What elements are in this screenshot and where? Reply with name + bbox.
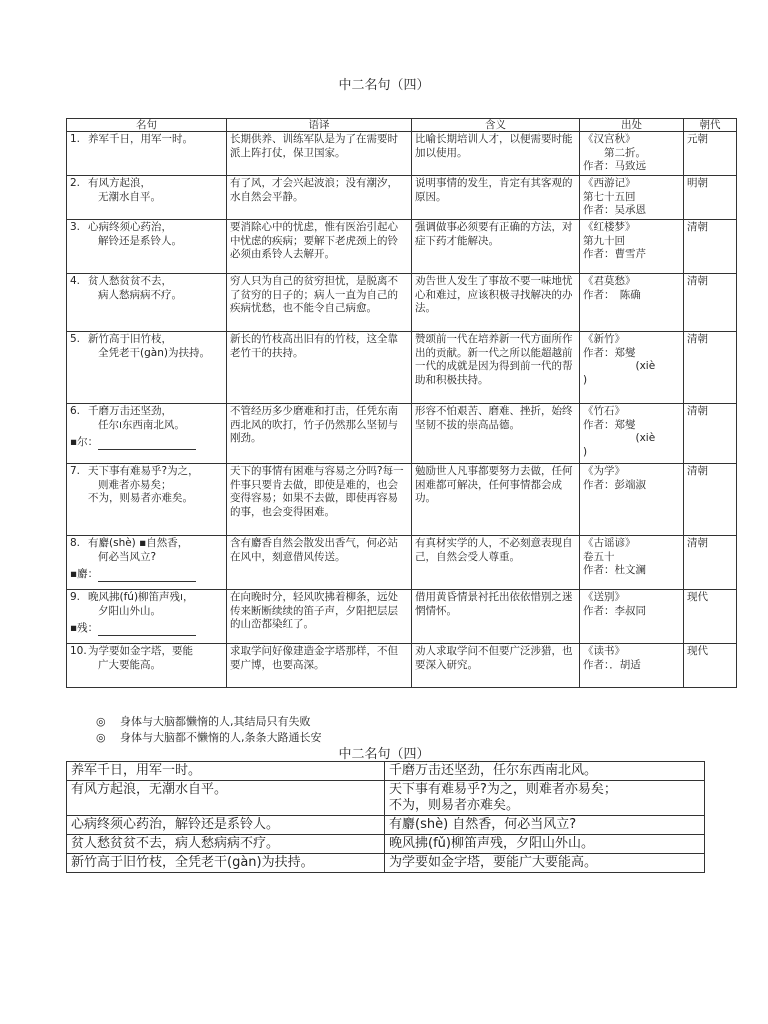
header-meaning: 含义: [412, 119, 580, 132]
source-cell: [580, 332, 684, 404]
source-line: 第二折。: [583, 146, 646, 159]
source-line: (xiè: [583, 432, 656, 444]
quote-line: 新竹高于旧竹枝，: [88, 333, 172, 345]
header-dynasty: 朝代: [684, 119, 737, 132]
note-line: [96, 714, 322, 730]
quote-number: 2.: [70, 177, 81, 189]
summary-cell: 心病终须心药治，解铃还是系铃人。: [67, 816, 385, 835]
quote-cell: [67, 590, 227, 644]
header-quote: 名句: [67, 119, 227, 132]
source-line: 作者：李叔同: [583, 604, 646, 617]
meaning-cell: 有真材实学的人，不必刻意表现自己，自然会受人尊重。: [412, 536, 580, 590]
quote-cell: [67, 220, 227, 274]
source-line: 作者：马致远: [583, 160, 646, 172]
source-cell: [580, 220, 684, 274]
source-line: 《古谣谚》: [583, 537, 636, 549]
dynasty-cell: 清朝: [684, 274, 737, 332]
source-line: 《竹石》: [583, 405, 625, 417]
translation-cell: 穷人只为自己的贫穷担忧，是脱离不了贫穷的日子的；病人一直为自己的疾病忧愁，也不能令自己病愈。: [227, 274, 412, 332]
summary-cell: 为学要如金字塔，要能广大要能高。: [385, 854, 705, 873]
summary-row: [67, 781, 705, 816]
note-text: 身体与大脑都不懒惰的人,条条大路通长安: [120, 731, 322, 744]
meaning-cell: 赞颂前一代在培养新一代方面所作出的贡献。新一代之所以能超越前一代的成就是因为得到前一代的帮助和积极扶持。: [412, 332, 580, 404]
quote-line: 天下事有难易乎?为之，: [88, 465, 199, 477]
blank-line: [98, 625, 196, 636]
notes: [96, 714, 322, 746]
source-line: (xiè: [583, 360, 656, 372]
translation-cell: 有了风，才会兴起波浪；没有潮汐，水自然会平静。: [227, 176, 412, 220]
source-line: 作者：．胡适: [583, 658, 641, 671]
quote-line: 无潮水自平。: [98, 190, 161, 203]
meaning-cell: 强调做事必须要有正确的方法，对症下药才能解决。: [412, 220, 580, 274]
source-cell: [580, 644, 684, 688]
quote-line: 何必当风立?: [98, 550, 157, 563]
meaning-cell: 形容不怕艰苦、磨难、挫折，始终坚韧不拔的崇高品德。: [412, 404, 580, 464]
quote-line: 不为，则易者亦难矣。: [88, 492, 193, 504]
quote-cell: [67, 132, 227, 176]
dynasty-cell: 清朝: [684, 404, 737, 464]
source-line: 作者： 陈确: [583, 288, 641, 301]
source-line: 作者：吴承恩: [583, 204, 646, 216]
quote-line: 解铃还是系铃人。: [98, 234, 182, 247]
dynasty-cell: 元朝: [684, 132, 737, 176]
table-row: [67, 536, 737, 590]
source-cell: [580, 536, 684, 590]
source-line: 《送别》: [583, 591, 625, 603]
blank-line: [98, 439, 196, 450]
quote-cell: [67, 332, 227, 404]
summary-cell: 新竹高于旧竹枝，全凭老干(gàn)为扶持。: [67, 854, 385, 873]
bullet-icon: ◎: [96, 715, 106, 728]
meaning-cell: 说明事情的发生，肯定有其客观的原因。: [412, 176, 580, 220]
table-row: [67, 404, 737, 464]
bullet-icon: ◎: [96, 731, 106, 744]
quote-number: 1.: [70, 133, 81, 145]
quote-line: 则难者亦易矣；: [98, 478, 172, 491]
source-line: ): [583, 373, 588, 386]
source-line: 作者：郑燮: [583, 346, 636, 359]
quote-line: 心病终须心药治，: [88, 221, 172, 233]
quote-cell: [67, 536, 227, 590]
annotation-line: [70, 568, 223, 582]
meaning-cell: 借用黄昏情景衬托出依依惜别之迷惘情怀。: [412, 590, 580, 644]
translation-cell: 要消除心中的忧虑，惟有医治引起心中忧虑的疾病；要解下老虎颈上的铃必须由系铃人去解开。: [227, 220, 412, 274]
table-row: [67, 644, 737, 688]
annotation-line: [70, 436, 223, 450]
table-row: [67, 464, 737, 536]
source-line: 《新竹》: [583, 333, 625, 345]
dynasty-cell: 明朝: [684, 176, 737, 220]
summary-cell: 晚风拂(fǔ)柳笛声残，夕阳山外山。: [385, 835, 705, 854]
quote-cell: [67, 644, 227, 688]
source-line: 《读书》: [583, 645, 625, 657]
translation-cell: 长期供养、训练军队是为了在需要时派上阵打仗，保卫国家。: [227, 132, 412, 176]
dynasty-cell: 现代: [684, 590, 737, 644]
quote-line: 千磨万击还坚劲，: [88, 405, 172, 417]
annotation-label: ▪麝：: [70, 568, 99, 580]
table-row: [67, 176, 737, 220]
quote-line: 为学要如金字塔，要能: [88, 645, 193, 657]
quotes-table: [66, 118, 737, 688]
source-cell: [580, 464, 684, 536]
annotation-label: ▪残：: [70, 622, 99, 634]
quote-line: 广大要能高。: [98, 658, 161, 671]
summary-cell: 养军千日，用军一时。: [67, 762, 385, 781]
annotation-line: [70, 622, 223, 636]
meaning-cell: 比喻长期培训人才，以便需要时能加以使用。: [412, 132, 580, 176]
note-text: 身体与大脑都懒惰的人,其结局只有失败: [120, 715, 311, 728]
translation-cell: 天下的事情有困难与容易之分吗?每一件事只要肯去做，即使是难的，也会变得容易；如果不去做，即使再容易的事，也会变得困难。: [227, 464, 412, 536]
quote-line: 有麝(shè) ▪自然香，: [88, 537, 189, 549]
quote-line: 晚风拂(fú)柳笛声残ı，: [88, 591, 194, 603]
table-row: [67, 220, 737, 274]
quote-line: 全凭老干(gàn)为扶持。: [98, 346, 210, 359]
source-line: 《君莫愁》: [583, 275, 636, 287]
source-line: 第七十五回: [583, 190, 636, 203]
source-line: 作者：曹雪芹: [583, 248, 646, 260]
dynasty-cell: 现代: [684, 644, 737, 688]
dynasty-cell: 清朝: [684, 220, 737, 274]
source-line: 作者：彭端淑: [583, 478, 646, 491]
quote-line: 病人愁病病不疗。: [98, 288, 182, 301]
header-source: 出处: [580, 119, 684, 132]
summary-row: [67, 854, 705, 873]
quote-number: 3.: [70, 221, 81, 233]
source-cell: [580, 404, 684, 464]
dynasty-cell: 清朝: [684, 536, 737, 590]
source-cell: [580, 176, 684, 220]
summary-row: [67, 816, 705, 835]
summary-cell: 有风方起浪，无潮水自平。: [67, 781, 385, 816]
quote-number: 7.: [70, 465, 81, 477]
source-line: 卷五十: [583, 550, 615, 563]
summary-row: [67, 762, 705, 781]
source-line: 第九十回: [583, 234, 625, 247]
table-header-row: [67, 119, 737, 132]
summary-row: [67, 835, 705, 854]
summary-cell: 天下事有难易乎?为之，则难者亦易矣； 不为，则易者亦难矣。: [385, 781, 705, 816]
source-line: 作者：郑燮: [583, 418, 636, 431]
source-line: 《为学》: [583, 465, 625, 477]
source-cell: [580, 274, 684, 332]
quote-cell: [67, 274, 227, 332]
quote-cell: [67, 176, 227, 220]
source-line: ): [583, 445, 588, 458]
source-cell: [580, 590, 684, 644]
translation-cell: 含有麝香自然会散发出香气，何必站在风中，刻意借风传送。: [227, 536, 412, 590]
source-line: 《红楼梦》: [583, 221, 636, 233]
table-row: [67, 274, 737, 332]
meaning-cell: 勉励世人凡事都要努力去做，任何困难都可解决，任何事情都会成功。: [412, 464, 580, 536]
quote-number: 9.: [70, 591, 81, 603]
summary-cell: 贫人愁贫贫不去，病人愁病病不疗。: [67, 835, 385, 854]
meaning-cell: 劝告世人发生了事故不要一味地忧心和难过，应该积极寻找解决的办法。: [412, 274, 580, 332]
meaning-cell: 劝人求取学问不但要广泛涉猎，也要深入研究。: [412, 644, 580, 688]
table-row: [67, 590, 737, 644]
quote-cell: [67, 464, 227, 536]
source-cell: [580, 132, 684, 176]
quote-number: 4.: [70, 275, 81, 287]
translation-cell: 不管经历多少磨难和打击，任凭东南西北风的吹打，竹子仍然那么坚韧与刚劲。: [227, 404, 412, 464]
table-row: [67, 332, 737, 404]
table-row: [67, 132, 737, 176]
page-title: 中二名句（四）: [338, 78, 430, 93]
quote-cell: [67, 404, 227, 464]
quote-line: 任尔ı东西南北风。: [98, 418, 185, 431]
source-line: 作者：杜文澜: [583, 564, 646, 576]
summary-cell: 千磨万击还坚劲，任尔东西南北风。: [385, 762, 705, 781]
dynasty-cell: 清朝: [684, 332, 737, 404]
dynasty-cell: 清朝: [684, 464, 737, 536]
translation-cell: 求取学问好像建造金字塔那样，不但要广博，也要高深。: [227, 644, 412, 688]
quote-line: 有风方起浪，: [88, 177, 151, 189]
summary-table: [66, 761, 705, 873]
header-translation: 语译: [227, 119, 412, 132]
quote-line: 养军千日，用军一时。: [88, 133, 193, 145]
quote-number: 8.: [70, 537, 81, 549]
blank-line: [98, 571, 196, 582]
quote-line: 夕阳山外山。: [98, 604, 161, 617]
quote-number: 10.: [70, 645, 87, 657]
source-line: 《西游记》: [583, 177, 636, 189]
source-line: 《汉宫秋》: [583, 133, 636, 145]
translation-cell: 在向晚时分，轻风吹拂着柳条，远处传来断断续续的笛子声，夕阳把层层的山峦都染红了。: [227, 590, 412, 644]
quote-line: 贫人愁贫贫不去，: [88, 275, 172, 287]
quote-number: 6.: [70, 405, 81, 417]
quote-number: 5.: [70, 333, 81, 345]
summary-title: 中二名句（四）: [338, 747, 430, 762]
summary-cell: 有麝(shè) 自然香，何必当风立?: [385, 816, 705, 835]
annotation-label: ▪尔：: [70, 436, 99, 448]
translation-cell: 新长的竹枝高出旧有的竹枝，这全靠老竹干的扶持。: [227, 332, 412, 404]
